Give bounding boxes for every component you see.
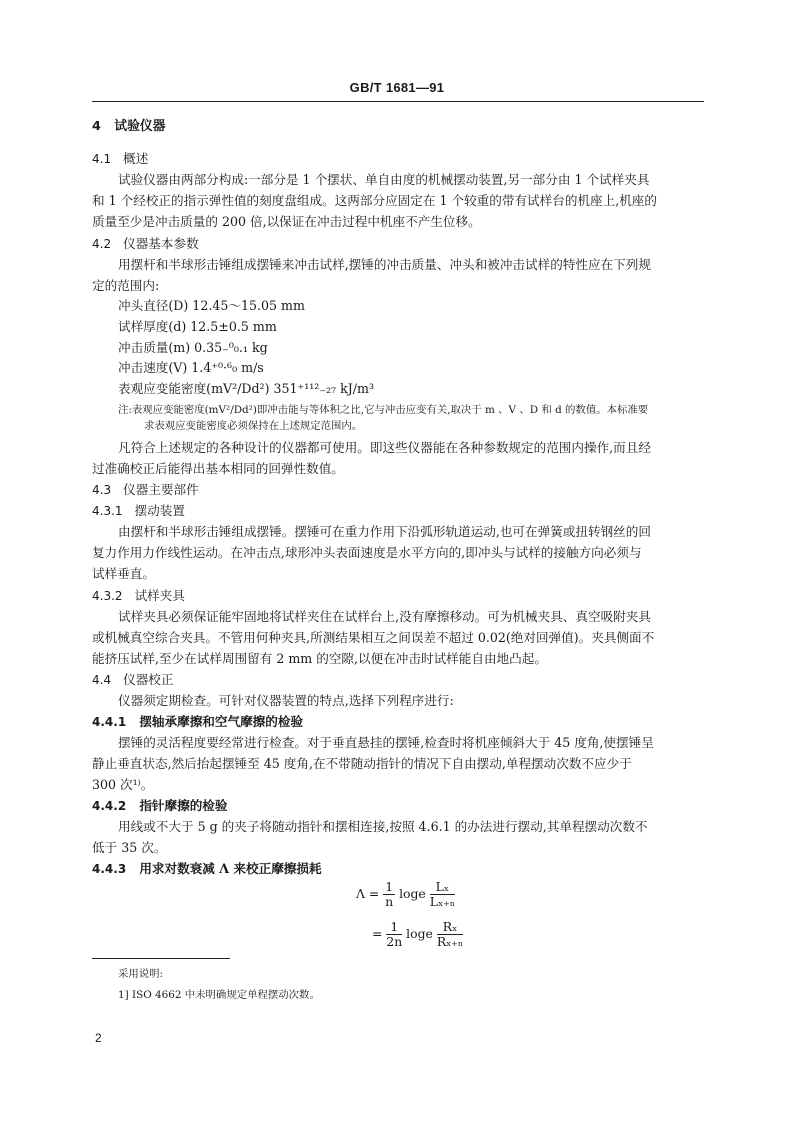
parameter-strain-energy-density: 表观应变能密度(mV²/Dd²) 351⁺¹¹²₋₂₇ kJ/m³: [118, 381, 375, 396]
section-number: 4.3: [92, 483, 112, 497]
paragraph-line: 定的范围内:: [92, 278, 160, 293]
paragraph-line: 低于 35 次。: [92, 840, 167, 855]
paragraph-line: 由摆杆和半球形击锤组成摆锤。摆锤可在重力作用下沿弧形轨道运动,也可在弹簧或扭转钢丝的回: [118, 524, 651, 539]
paragraph-line: 或机械真空综合夹具。不管用何种夹具,所测结果相互之间误差不超过 0.02(绝对回弹值)。夹具侧面不: [92, 630, 655, 645]
paragraph-line: 试样夹具必须保证能牢固地将试样夹住在试样台上,没有摩擦移动。可为机械夹具、真空吸附夹具: [118, 609, 651, 624]
section-title: 试样夹具: [134, 588, 185, 603]
section-4-3-1-heading: [92, 502, 185, 520]
section-4-4-1-heading: [92, 713, 303, 731]
paragraph-line: 能挤压试样,至少在试样周围留有 2 mm 的空隙,以便在冲击时试样能自由地凸起。: [92, 651, 547, 666]
log-decrement-formula-line-2: [372, 920, 463, 949]
section-title: 仪器主要部件: [123, 482, 199, 497]
footnote-text: 1] ISO 4662 中未明确规定单程摆动次数。: [118, 989, 320, 1001]
numerator: Lₓ: [430, 880, 455, 895]
paragraph-line: 300 次¹⁾。: [92, 777, 154, 792]
paragraph-line: 仪器须定期检查。可针对仪器装置的特点,选择下列程序进行:: [118, 693, 454, 708]
section-number: 4.4.3: [92, 862, 127, 876]
formula-lhs: Λ =: [356, 886, 380, 901]
formula-equals: =: [372, 926, 383, 941]
section-number: 4.4.2: [92, 799, 127, 813]
parameter-punch-diameter: 冲头直径(D) 12.45～15.05 mm: [118, 298, 305, 313]
denominator: n: [385, 894, 394, 909]
section-title: 仪器基本参数: [123, 236, 199, 251]
section-number: 4.4: [92, 673, 112, 687]
paragraph-line: 过准确校正后能得出基本相同的回弹性数值。: [92, 461, 344, 476]
section-4-4-2-heading: [92, 797, 227, 815]
note-line: 注:表观应变能密度(mV²/Dd²)即冲击能与等体积之比,它与冲击应变有关,取决于 m 、V 、D 和 d 的数值。本标准要: [118, 404, 649, 416]
numerator: 1: [385, 879, 394, 894]
numerator: 1: [386, 920, 402, 935]
parameter-impact-mass: 冲击质量(m) 0.35₋⁰₀.₁ kg: [118, 340, 268, 355]
fraction: [430, 880, 455, 909]
paragraph-line: 质量至少是冲击质量的 200 倍,以保证在冲击过程中机座不产生位移。: [92, 214, 481, 229]
section-title: 仪器校正: [123, 672, 174, 687]
denominator: Lₓ₊ₙ: [429, 894, 456, 909]
section-title: 概述: [123, 151, 149, 166]
log-label: loge: [406, 926, 433, 941]
numerator: Rₓ: [437, 920, 463, 935]
footnote-title: 采用说明:: [118, 968, 164, 980]
section-number: 4.1: [92, 152, 112, 166]
parameter-specimen-thickness: 试样厚度(d) 12.5±0.5 mm: [118, 319, 277, 334]
section-title: 摆轴承摩擦和空气摩擦的检验: [139, 714, 304, 729]
paragraph-line: 试样垂直。: [92, 566, 155, 581]
page-number: 2: [95, 1031, 102, 1045]
log-label: loge: [399, 886, 426, 901]
section-number: 4.2: [92, 237, 112, 251]
paragraph-line: 用线或不大于 5 g 的夹子将随动指针和摆相连接,按照 4.6.1 的办法进行摆动,其单程摆动次数不: [118, 819, 648, 834]
section-number: 4.3.1: [92, 504, 123, 518]
section-title: 试验仪器: [114, 119, 166, 134]
log-decrement-formula-line-1: [356, 880, 455, 909]
header-rule: [92, 101, 704, 102]
paragraph-line: 用摆杆和半球形击锤组成摆锤来冲击试样,摆锤的冲击质量、冲头和被冲击试样的特性应在下列规: [118, 257, 651, 272]
paragraph-line: 静止垂直状态,然后抬起摆锤至 45 度角,在不带随动指针的情况下自由摆动,单程摆动次数不应少于: [92, 756, 632, 771]
section-number: 4: [92, 119, 101, 134]
paragraph-line: 试验仪器由两部分构成:一部分是 1 个摆状、单自由度的机械摆动装置,另一部分由 1 个试样夹具: [118, 172, 650, 187]
section-4-3-2-heading: [92, 587, 185, 605]
section-number: 4.3.2: [92, 589, 123, 603]
section-4-heading: [92, 118, 165, 136]
fraction: [437, 920, 463, 949]
section-title: 用求对数衰减 Λ 来校正摩擦损耗: [139, 861, 322, 876]
standard-number-header: GB/T 1681—91: [349, 80, 445, 95]
section-4-1-heading: [92, 150, 148, 168]
note-line: 求表观应变能密度必须保持在上述规定范围内。: [144, 420, 363, 432]
section-4-4-3-heading: [92, 860, 322, 878]
parameter-impact-velocity: 冲击速度(V) 1.4⁺⁰·⁶₀ m/s: [118, 360, 264, 375]
section-4-4-heading: [92, 671, 173, 689]
paragraph-line: 复力作用力作线性运动。在冲击点,球形冲头表面速度是水平方向的,即冲头与试样的接触方向必须与: [92, 545, 642, 560]
denominator: Rₓ₊ₙ: [436, 934, 464, 949]
fraction: [383, 880, 395, 909]
paragraph-line: 和 1 个经校正的指示弹性值的刻度盘组成。这两部分应固定在 1 个较重的带有试样台的机座上,机座的: [92, 193, 657, 208]
paragraph-line: 摆锤的灵活程度要经常进行检查。对于垂直悬挂的摆锤,检查时将机座倾斜大于 45 度角,使摆锤呈: [118, 735, 654, 750]
section-title: 摆动装置: [134, 503, 185, 518]
section-title: 指针摩擦的检验: [139, 798, 228, 813]
section-4-2-heading: [92, 235, 199, 253]
denominator: 2n: [386, 934, 403, 949]
section-number: 4.4.1: [92, 715, 127, 729]
footnote-rule: [92, 958, 230, 959]
paragraph-line: 凡符合上述规定的各种设计的仪器都可使用。即这些仪器能在各种参数规定的范围内操作,而且经: [118, 440, 651, 455]
section-4-3-heading: [92, 481, 199, 499]
fraction: [386, 920, 402, 949]
